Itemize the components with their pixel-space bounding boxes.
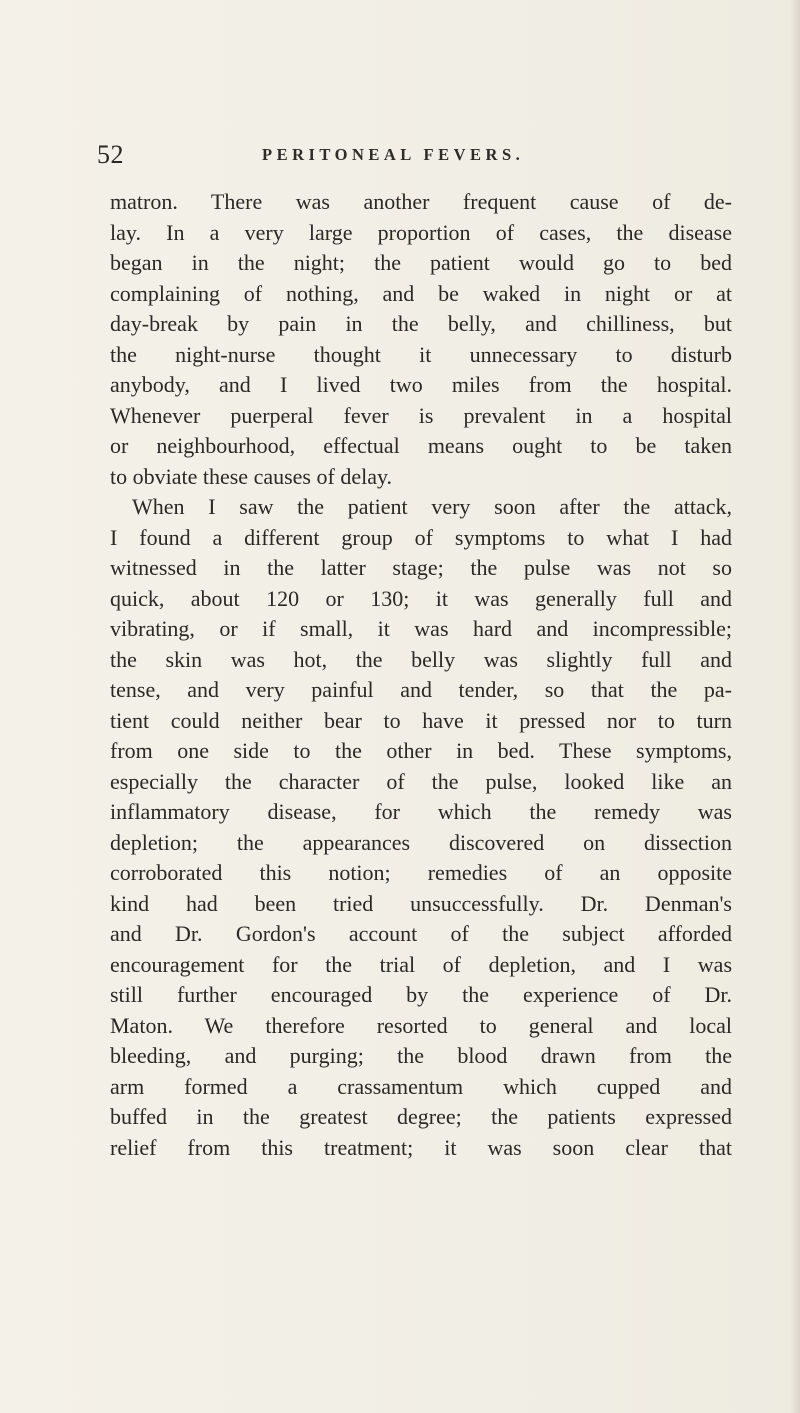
text-line: to obviate these causes of delay. xyxy=(110,463,393,489)
text-line: anybody, and I lived two miles from the hospital. xyxy=(110,372,732,397)
text-line: complaining of nothing, and be waked in night or at xyxy=(110,280,732,306)
text-line: still further encouraged by the experience of Dr. xyxy=(110,982,732,1007)
page-edge-shadow xyxy=(790,0,800,1413)
text-line: began in the night; the patient would go to bed xyxy=(110,250,732,275)
text-line: especially the character of the pulse, looked like an xyxy=(110,768,732,794)
text-line: When I saw the patient very soon after the attack, xyxy=(132,494,732,519)
text-line: I found a different group of symptoms to what I had xyxy=(110,524,732,550)
text-line: from one side to the other in bed. These symptoms, xyxy=(110,738,732,763)
text-line: corroborated this notion; remedies of an opposite xyxy=(110,860,732,885)
text-line: lay. In a very large proportion of cases, the disease xyxy=(110,219,732,245)
page-number: 52 xyxy=(97,140,124,169)
text-line: day-break by pain in the belly, and chilliness, but xyxy=(110,311,732,336)
text-line: the night-nurse thought it unnecessary to disturb xyxy=(110,341,732,367)
body-text xyxy=(110,187,732,1163)
text-line: vibrating, or if small, it was hard and incompressible; xyxy=(110,616,732,641)
text-line: buffed in the greatest degree; the patients expressed xyxy=(110,1104,732,1129)
text-line: quick, about 120 or 130; it was generally full and xyxy=(110,585,732,611)
text-line: matron. There was another frequent cause of de- xyxy=(110,189,732,214)
text-line: the skin was hot, the belly was slightly full and xyxy=(110,646,732,672)
text-line: inflammatory disease, for which the remedy was xyxy=(110,799,732,824)
text-line: relief from this treatment; it was soon clear that xyxy=(110,1134,732,1160)
text-line: kind had been tried unsuccessfully. Dr. Denman's xyxy=(110,890,732,916)
page-header xyxy=(97,140,717,170)
text-line: and Dr. Gordon's account of the subject afforded xyxy=(110,921,732,946)
text-line: arm formed a crassamentum which cupped and xyxy=(110,1073,732,1099)
running-head: PERITONEAL FEVERS. xyxy=(262,145,525,164)
text-line: Whenever puerperal fever is prevalent in a hospital xyxy=(110,402,732,428)
text-line: encouragement for the trial of depletion, and I was xyxy=(110,951,732,977)
text-line: tient could neither bear to have it pressed nor to turn xyxy=(110,707,732,733)
text-line: depletion; the appearances discovered on dissection xyxy=(110,829,732,855)
text-line: tense, and very painful and tender, so that the pa- xyxy=(110,677,732,702)
text-line: Maton. We therefore resorted to general and local xyxy=(110,1012,732,1038)
text-line: bleeding, and purging; the blood drawn from the xyxy=(110,1043,732,1068)
text-line: or neighbourhood, effectual means ought to be taken xyxy=(110,433,732,458)
text-line: witnessed in the latter stage; the pulse was not so xyxy=(110,555,732,580)
